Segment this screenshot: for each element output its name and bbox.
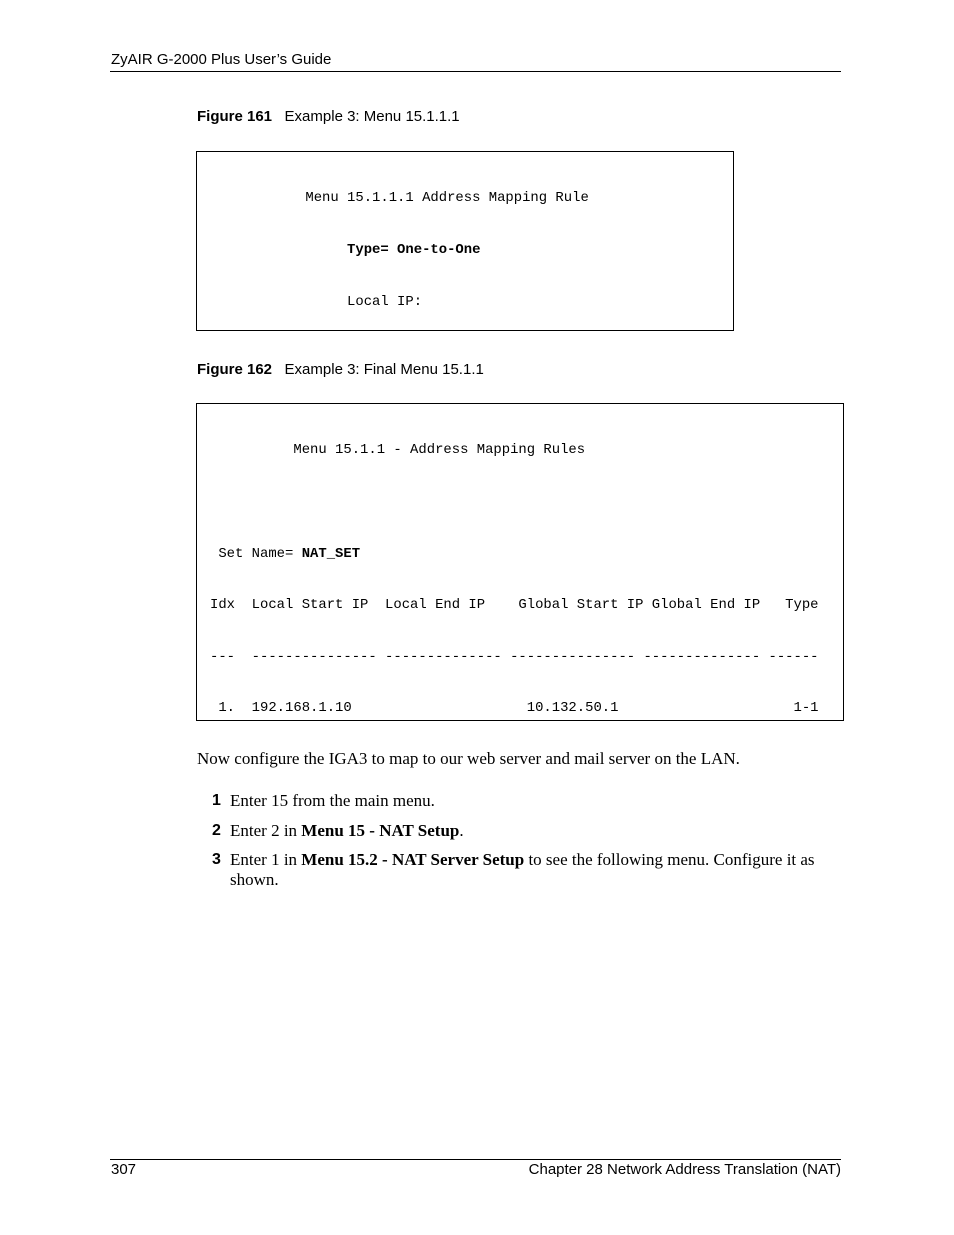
set-name-line	[210, 546, 843, 563]
header-divider	[110, 71, 841, 72]
table-row: 1. 192.168.1.10 10.132.50.1 1-1	[210, 700, 819, 717]
local-ip-label: Local IP:	[197, 293, 423, 310]
menu-title-line: Menu 15.1.1.1 Address Mapping Rule	[197, 190, 589, 207]
step-text: Enter 2 in Menu 15 - NAT Setup.	[230, 821, 464, 840]
step-text: Enter 1 in Menu 15.2 - NAT Server Setup to see the following menu. Configure it as shown.	[230, 850, 815, 889]
blank-line	[210, 494, 843, 511]
set-name-value: NAT_SET	[301, 545, 361, 562]
figure-162-caption-text: Example 3: Final Menu 15.1.1	[284, 361, 484, 378]
type-line: Type= One-to-One	[197, 242, 481, 258]
figure-161-label: Figure 161	[197, 108, 273, 125]
chapter-title: Chapter 28 Network Address Translation (NAT)	[528, 1161, 841, 1178]
footer-divider	[110, 1159, 841, 1160]
figure-162-caption	[197, 361, 484, 378]
figure-161-caption-text: Example 3: Menu 15.1.1.1	[284, 108, 460, 125]
menu-title-line: Menu 15.1.1 - Address Mapping Rules	[210, 442, 586, 459]
table-header: Idx Local Start IP Local End IP Global Start IP Global End IP Type	[210, 597, 819, 614]
step-number: 2	[212, 822, 221, 839]
step-number: 3	[212, 851, 221, 868]
menu-15-1-1-1-screen	[196, 151, 734, 331]
table-separator: --- --------------- -------------- --------------- -------------- ------	[210, 648, 819, 665]
page-number: 307	[111, 1161, 137, 1178]
figure-162-label: Figure 162	[197, 361, 273, 378]
step-number: 1	[212, 792, 221, 809]
intro-paragraph: Now configure the IGA3 to map to our web server and mail server on the LAN.	[197, 749, 740, 768]
figure-161-caption	[197, 108, 460, 125]
step-text: Enter 15 from the main menu.	[230, 791, 435, 810]
menu-15-1-1-screen	[196, 403, 844, 721]
running-header: ZyAIR G-2000 Plus User’s Guide	[111, 51, 332, 68]
set-name-label: Set Name=	[210, 545, 302, 562]
